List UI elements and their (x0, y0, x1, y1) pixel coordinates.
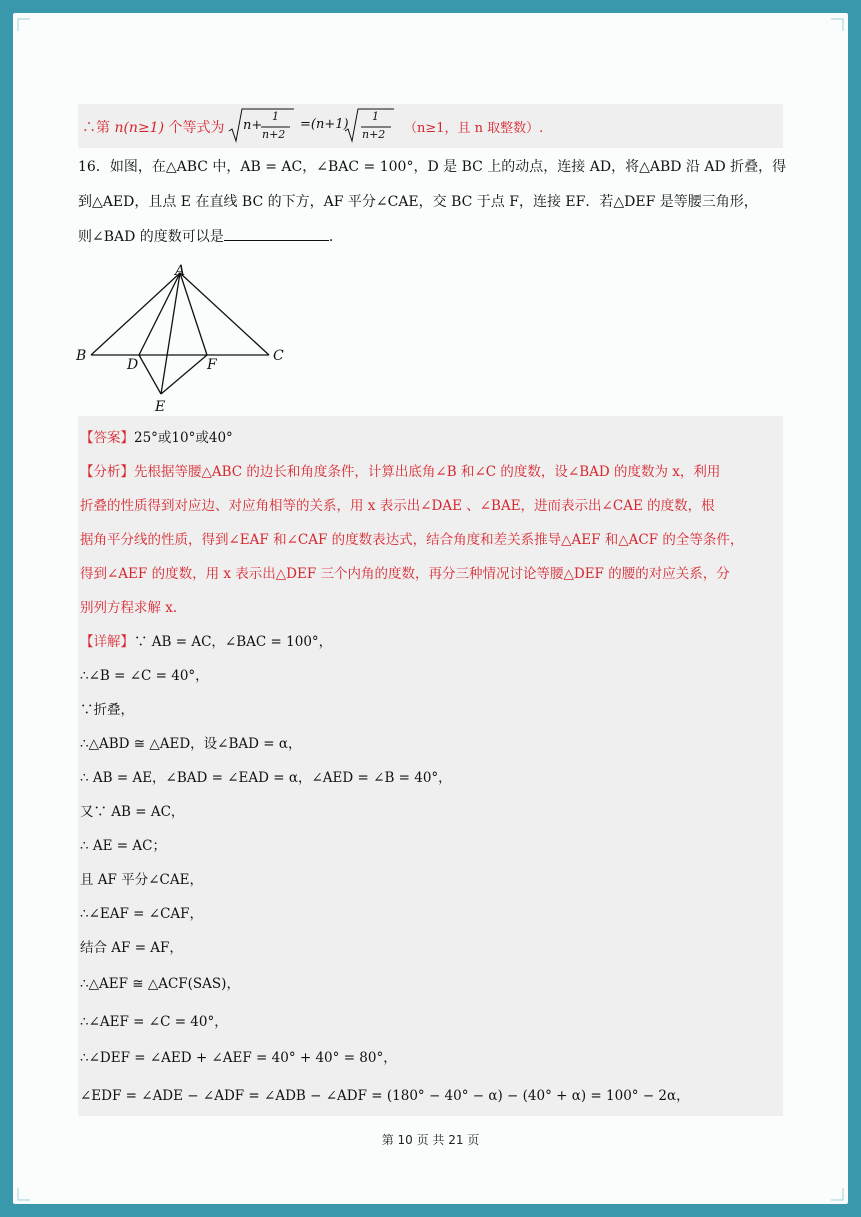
detail-line (80, 630, 783, 664)
frac2-denominator: n+2 (362, 128, 386, 141)
corner-ornament-bottom-left (17, 1186, 31, 1200)
radical-left (228, 107, 294, 145)
label-e: E (155, 399, 166, 413)
detail-line: 又∵ AB = AC， (80, 804, 185, 820)
analysis-section (80, 460, 783, 630)
formula-suffix: （n≥1，且 n 取整数）. (404, 121, 544, 136)
answer-tag: 【答案】 (80, 430, 134, 446)
detail-line: ∵折叠， (80, 702, 134, 718)
analysis-tag: 【分析】 (80, 464, 134, 480)
detail-tag: 【详解】 (80, 634, 134, 650)
detail-first: ∵ AB = AC，∠BAC = 100°， (134, 634, 333, 650)
page-footer: 第 10 页 共 21 页 (381, 1133, 480, 1147)
corner-ornament-bottom-right (830, 1186, 844, 1200)
frac2-numerator: 1 (372, 110, 379, 123)
detail-line: ∴ AE = AC； (80, 838, 166, 854)
question-line-3-end: ． (328, 229, 343, 245)
formula-mid: 个等式为 (168, 120, 225, 136)
triangle-figure (75, 253, 305, 413)
detail-line: ∴∠B = ∠C = 40°， (80, 668, 209, 684)
analysis-line: 得到∠AEF 的度数，用 x 表示出△DEF 三个内角的度数，再分三种情况讨论等腰△DEF 的腰的对应关系，分 (80, 566, 730, 582)
radical-right (344, 107, 394, 145)
question-line-3-text: 则∠BAD 的度数可以是 (78, 229, 224, 245)
question-line-3 (78, 226, 343, 246)
formula-row (82, 117, 225, 137)
formula-n-expr: n(n≥1) (114, 120, 165, 136)
detail-line: ∴∠DEF = ∠AED + ∠AEF = 40° + 40° = 80°， (80, 1050, 397, 1066)
segment-de (139, 355, 161, 394)
segment-ab (91, 273, 180, 355)
answer-blank (224, 228, 329, 241)
detail-line: 且 AF 平分∠CAE， (80, 872, 203, 888)
formula-prefix: ∴第 (82, 120, 110, 136)
analysis-text-0: 先根据等腰△ABC 的边长和角度条件，计算出底角∠B 和∠C 的度数，设∠BAD 的度数为 x，利用 (134, 464, 721, 480)
detail-line: ∴∠EAF = ∠CAF， (80, 906, 204, 922)
analysis-line: 折叠的性质得到对应边、对应角相等的关系，用 x 表示出∠DAE 、∠BAE，进而表示出∠CAE 的度数，根 (80, 498, 715, 514)
label-d: D (127, 357, 139, 373)
label-b: B (76, 348, 87, 364)
detail-section (80, 630, 783, 1118)
detail-line: 结合 AF = AF， (80, 940, 183, 956)
previous-answer-line (78, 104, 783, 148)
detail-line: ∴△ABD ≅ △AED，设∠BAD = α， (80, 736, 302, 752)
segment-ef (161, 355, 207, 394)
label-f: F (207, 357, 217, 373)
question-line-1: 16．如图，在△ABC 中，AB = AC，∠BAC = 100°，D 是 BC 上的动点，连接 AD，将△ABD 沿 AD 折叠，得 (78, 159, 787, 175)
formula-equals: =(n+1) (300, 117, 349, 132)
solution-block (78, 416, 783, 1116)
label-a: A (175, 263, 186, 279)
frac-denominator: n+2 (262, 128, 286, 141)
detail-line: ∴△AEF ≅ △ACF(SAS)， (80, 976, 240, 992)
frac-numerator: 1 (272, 110, 279, 123)
radical-left-term: n+ (243, 118, 263, 133)
analysis-line: 别列方程求解 x. (80, 600, 178, 616)
analysis-line (80, 460, 783, 494)
corner-ornament-top-left (17, 17, 31, 31)
analysis-line: 据角平分线的性质，得到∠EAF 和∠CAF 的度数表达式，结合角度和差关系推导△AEF 和△ACF 的全等条件， (80, 532, 744, 548)
corner-ornament-top-right (830, 17, 844, 31)
document-page (13, 13, 848, 1204)
label-c: C (273, 348, 284, 364)
detail-line: ∴ AB = AE，∠BAD = ∠EAD = α，∠AED = ∠B = 40°， (80, 770, 452, 786)
answer-text: 25°或10°或40° (134, 430, 233, 446)
answer-row (80, 426, 233, 446)
question-line-2: 到△AED，且点 E 在直线 BC 的下方，AF 平分∠CAE，交 BC 于点 F，连接 EF．若△DEF 是等腰三角形， (78, 194, 758, 210)
detail-line: ∠EDF = ∠ADE − ∠ADF = ∠ADB − ∠ADF = (180° − 40° − α) − (40° + α) = 100° − 2α， (80, 1088, 690, 1104)
detail-line: ∴∠AEF = ∠C = 40°， (80, 1014, 228, 1030)
